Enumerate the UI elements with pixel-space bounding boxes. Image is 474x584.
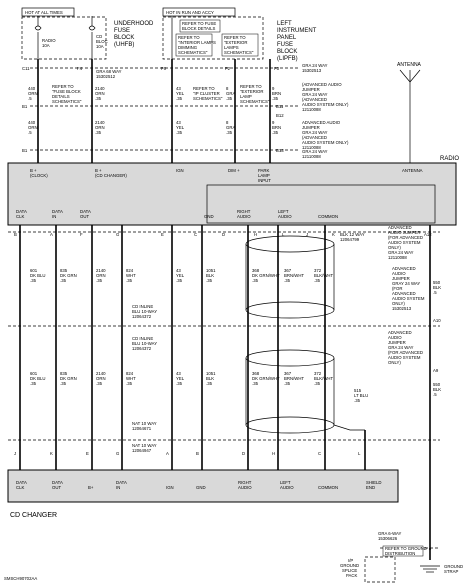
svg-text:ANTENNA: ANTENNA bbox=[397, 62, 421, 68]
svg-text:.35: .35 bbox=[226, 96, 232, 101]
svg-text:GRA: GRA bbox=[226, 91, 236, 96]
svg-text:(ADVANCED AUDIO: (ADVANCED AUDIO bbox=[302, 82, 342, 87]
svg-text:B11: B11 bbox=[276, 104, 284, 109]
radio-module bbox=[8, 156, 459, 225]
svg-text:.35: .35 bbox=[272, 96, 278, 101]
svg-text:GND: GND bbox=[196, 485, 206, 490]
svg-text:367: 367 bbox=[284, 268, 292, 273]
svg-text:12064671: 12064671 bbox=[132, 426, 152, 431]
svg-text:JUMPER: JUMPER bbox=[302, 125, 320, 130]
svg-text:GND: GND bbox=[204, 214, 214, 219]
lipfb-label bbox=[277, 21, 317, 62]
svg-text:REFER TO: REFER TO bbox=[178, 35, 200, 40]
svg-text:ORN: ORN bbox=[28, 91, 38, 96]
svg-text:15306626: 15306626 bbox=[378, 536, 398, 541]
svg-text:DIMMING: DIMMING bbox=[178, 45, 198, 50]
svg-text:FUSE: FUSE bbox=[277, 42, 294, 48]
svg-text:OUT: OUT bbox=[80, 214, 90, 219]
svg-text:BLK 12 WAY: BLK 12 WAY bbox=[340, 232, 365, 237]
svg-text:C: C bbox=[318, 451, 322, 456]
svg-text:"FUSE BLOCK: "FUSE BLOCK bbox=[52, 89, 81, 94]
svg-text:12110088: 12110088 bbox=[388, 255, 407, 260]
svg-text:END: END bbox=[366, 485, 376, 490]
svg-text:DATA: DATA bbox=[52, 480, 63, 485]
svg-text:.35: .35 bbox=[206, 278, 212, 283]
svg-text:AUDIO: AUDIO bbox=[238, 485, 252, 490]
svg-text:SHIELD: SHIELD bbox=[366, 480, 382, 485]
underhood-fuse-block bbox=[22, 17, 106, 59]
svg-text:.35: .35 bbox=[252, 278, 258, 283]
svg-text:GRA 24 WAY: GRA 24 WAY bbox=[302, 63, 328, 68]
svg-text:DK BLU: DK BLU bbox=[30, 273, 46, 278]
advanced-jumper-notes-upper bbox=[302, 82, 349, 150]
svg-text:ADVANCED: ADVANCED bbox=[392, 291, 416, 296]
lower-connector-lines bbox=[8, 232, 440, 440]
svg-text:440: 440 bbox=[28, 86, 36, 91]
svg-text:BLU 10-WAY: BLU 10-WAY bbox=[132, 341, 158, 346]
svg-text:E: E bbox=[86, 451, 89, 456]
svg-text:BLK: BLK bbox=[206, 273, 215, 278]
svg-text:.35: .35 bbox=[354, 398, 360, 403]
svg-text:12064372: 12064372 bbox=[132, 346, 152, 351]
svg-text:A9: A9 bbox=[433, 368, 439, 373]
hot-in-run-label: HOT IN RUN AND ACCY bbox=[166, 10, 214, 15]
svg-text:AUDIO: AUDIO bbox=[388, 335, 402, 340]
svg-text:AUDIO: AUDIO bbox=[280, 485, 294, 490]
svg-text:GRA 24 WAY: GRA 24 WAY bbox=[302, 149, 328, 154]
svg-text:601: 601 bbox=[30, 268, 38, 273]
svg-text:OUT: OUT bbox=[52, 485, 62, 490]
svg-text:DK GRN: DK GRN bbox=[60, 273, 77, 278]
lipfb-refer-notes bbox=[172, 16, 258, 59]
svg-text:BLOCK DETAILS: BLOCK DETAILS bbox=[182, 26, 216, 31]
svg-text:PANEL: PANEL bbox=[277, 35, 297, 41]
svg-text:368: 368 bbox=[252, 371, 260, 376]
svg-text:(FOR: (FOR bbox=[392, 286, 403, 291]
svg-text:JUMPER: JUMPER bbox=[302, 87, 320, 92]
svg-text:YEL: YEL bbox=[176, 376, 185, 381]
svg-text:.35: .35 bbox=[176, 96, 182, 101]
svg-text:C11: C11 bbox=[22, 66, 30, 71]
svg-text:9: 9 bbox=[272, 86, 275, 91]
svg-text:1051: 1051 bbox=[206, 268, 216, 273]
svg-text:.35: .35 bbox=[96, 381, 102, 386]
svg-text:"INTERIOR LAMPS: "INTERIOR LAMPS bbox=[178, 40, 216, 45]
svg-text:BRN/WHT: BRN/WHT bbox=[284, 273, 305, 278]
svg-text:"EXTERIOR: "EXTERIOR bbox=[224, 40, 248, 45]
svg-text:15302513: 15302513 bbox=[302, 68, 322, 73]
svg-text:SCHEMATICS": SCHEMATICS" bbox=[178, 50, 208, 55]
svg-text:J: J bbox=[306, 232, 309, 237]
svg-text:LAMPS: LAMPS bbox=[224, 45, 239, 50]
svg-text:COMMON: COMMON bbox=[318, 485, 339, 490]
svg-text:DK GRN/WHT: DK GRN/WHT bbox=[252, 273, 280, 278]
svg-text:DATA: DATA bbox=[16, 209, 27, 214]
svg-text:SCHEMATICS": SCHEMATICS" bbox=[224, 50, 254, 55]
svg-text:ADVANCED: ADVANCED bbox=[388, 225, 412, 230]
radio-pin-letters bbox=[14, 232, 432, 237]
svg-text:L: L bbox=[282, 232, 285, 237]
svg-text:REFER TO: REFER TO bbox=[224, 35, 246, 40]
svg-text:AUDIO SYSTEM ONLY): AUDIO SYSTEM ONLY) bbox=[302, 140, 349, 145]
svg-text:DK BLU: DK BLU bbox=[30, 376, 46, 381]
svg-text:.35: .35 bbox=[176, 278, 182, 283]
svg-text:10A: 10A bbox=[96, 44, 104, 49]
svg-text:ORN: ORN bbox=[28, 125, 38, 130]
svg-text:LEFT: LEFT bbox=[280, 480, 291, 485]
svg-text:WHT: WHT bbox=[126, 376, 136, 381]
svg-text:CLK: CLK bbox=[16, 214, 25, 219]
svg-text:DK GRN: DK GRN bbox=[60, 376, 77, 381]
radio-fuse bbox=[35, 16, 56, 59]
svg-text:LT BLU: LT BLU bbox=[354, 393, 369, 398]
svg-text:2140: 2140 bbox=[95, 120, 105, 125]
svg-text:RIGHT: RIGHT bbox=[238, 480, 252, 485]
svg-text:NAT 10 WAY: NAT 10 WAY bbox=[132, 421, 157, 426]
svg-text:I/P: I/P bbox=[348, 558, 354, 563]
svg-text:LEFT: LEFT bbox=[278, 209, 289, 214]
svg-text:12110088: 12110088 bbox=[302, 107, 321, 112]
svg-text:.5: .5 bbox=[28, 96, 32, 101]
radio-title: RADIO bbox=[440, 156, 460, 162]
hot-at-all-times-tag bbox=[22, 8, 74, 16]
svg-text:.35: .35 bbox=[176, 381, 182, 386]
hot-in-run-tag bbox=[163, 8, 235, 16]
svg-text:GRA 68 WAY: GRA 68 WAY bbox=[96, 69, 122, 74]
svg-text:.35: .35 bbox=[60, 278, 66, 283]
svg-text:(CD CHANGER): (CD CHANGER) bbox=[95, 173, 127, 178]
svg-text:.35: .35 bbox=[226, 130, 232, 135]
svg-text:K: K bbox=[332, 232, 335, 237]
svg-text:835: 835 bbox=[60, 268, 68, 273]
svg-text:STRAP: STRAP bbox=[444, 569, 459, 574]
svg-text:.35: .35 bbox=[284, 278, 290, 283]
svg-text:WHT: WHT bbox=[126, 273, 136, 278]
svg-text:RIGHT: RIGHT bbox=[237, 209, 251, 214]
svg-text:B12: B12 bbox=[276, 113, 284, 118]
cd-changer-pin-letters bbox=[14, 451, 361, 456]
svg-text:368: 368 bbox=[252, 268, 260, 273]
svg-text:IN: IN bbox=[116, 485, 121, 490]
svg-text:.35: .35 bbox=[252, 381, 258, 386]
svg-text:DATA: DATA bbox=[16, 480, 27, 485]
svg-text:LAMP: LAMP bbox=[258, 173, 270, 178]
svg-text:REFER TO GROUND: REFER TO GROUND bbox=[385, 546, 427, 551]
svg-text:"IP CLUSTER: "IP CLUSTER bbox=[193, 91, 220, 96]
cd-changer-title: CD CHANGER bbox=[10, 512, 58, 519]
svg-text:H: H bbox=[254, 232, 258, 237]
svg-text:A10: A10 bbox=[433, 318, 441, 323]
svg-text:.35: .35 bbox=[96, 278, 102, 283]
svg-text:.35: .35 bbox=[176, 130, 182, 135]
svg-text:BLOCK: BLOCK bbox=[277, 49, 298, 55]
svg-text:CD INLINE: CD INLINE bbox=[132, 304, 154, 309]
svg-text:(CLOCK): (CLOCK) bbox=[30, 173, 48, 178]
svg-text:YEL: YEL bbox=[176, 91, 185, 96]
svg-text:824: 824 bbox=[126, 371, 134, 376]
svg-text:(FOR ADVANCED: (FOR ADVANCED bbox=[388, 235, 424, 240]
svg-text:F3: F3 bbox=[274, 66, 280, 71]
svg-text:GRA 24 WAY: GRA 24 WAY bbox=[302, 130, 328, 135]
svg-text:BLU 10-WAY: BLU 10-WAY bbox=[132, 309, 158, 314]
svg-text:G: G bbox=[116, 451, 120, 456]
svg-text:L: L bbox=[358, 451, 361, 456]
svg-text:ORN: ORN bbox=[96, 273, 106, 278]
right-side-notes bbox=[340, 225, 441, 373]
svg-text:ANTENNA: ANTENNA bbox=[402, 168, 423, 173]
svg-text:A: A bbox=[50, 232, 53, 237]
svg-text:GRA 24 WAY: GRA 24 WAY bbox=[388, 345, 414, 350]
svg-text:C: C bbox=[194, 232, 198, 237]
svg-text:GRA: GRA bbox=[226, 125, 236, 130]
svg-text:.35: .35 bbox=[284, 381, 290, 386]
svg-text:BLK: BLK bbox=[433, 285, 442, 290]
svg-text:UNDERHOOD: UNDERHOOD bbox=[114, 21, 154, 27]
svg-text:BRN: BRN bbox=[272, 91, 282, 96]
svg-text:AUDIO: AUDIO bbox=[392, 271, 406, 276]
svg-text:(FOR ADVANCED: (FOR ADVANCED bbox=[388, 350, 424, 355]
cd-changer-module bbox=[8, 470, 398, 519]
svg-text:43: 43 bbox=[176, 371, 181, 376]
svg-text:.35: .35 bbox=[126, 381, 132, 386]
svg-text:BLK/WHT: BLK/WHT bbox=[314, 273, 334, 278]
antenna-icon bbox=[397, 62, 422, 163]
svg-text:12110088: 12110088 bbox=[302, 145, 321, 150]
svg-text:15302513: 15302513 bbox=[392, 306, 412, 311]
svg-text:ORN: ORN bbox=[95, 125, 105, 130]
svg-text:.35: .35 bbox=[126, 278, 132, 283]
svg-text:9: 9 bbox=[272, 120, 275, 125]
svg-text:367: 367 bbox=[284, 371, 292, 376]
svg-text:DATA: DATA bbox=[116, 480, 127, 485]
svg-text:DETAILS: DETAILS bbox=[52, 94, 70, 99]
ground-splice-pack bbox=[340, 557, 395, 582]
underhood-label bbox=[114, 21, 154, 48]
svg-text:12064372: 12064372 bbox=[132, 314, 152, 319]
svg-text:INSTRUMENT: INSTRUMENT bbox=[277, 28, 317, 34]
svg-text:AUDIO SYSTEM: AUDIO SYSTEM bbox=[388, 240, 421, 245]
svg-text:43: 43 bbox=[176, 86, 181, 91]
svg-text:IN: IN bbox=[52, 214, 57, 219]
svg-text:ADVANCED: ADVANCED bbox=[388, 330, 412, 335]
svg-text:.35: .35 bbox=[272, 130, 278, 135]
svg-text:AUDIO SYSTEM: AUDIO SYSTEM bbox=[388, 355, 421, 360]
svg-text:JUMPER: JUMPER bbox=[388, 340, 406, 345]
svg-text:12110088: 12110088 bbox=[302, 154, 321, 159]
svg-text:.35: .35 bbox=[95, 130, 101, 135]
svg-text:ORN: ORN bbox=[95, 91, 105, 96]
svg-text:JUMPER: JUMPER bbox=[392, 276, 410, 281]
svg-text:.35: .35 bbox=[314, 381, 320, 386]
svg-text:.35: .35 bbox=[30, 381, 36, 386]
svg-text:ONLY): ONLY) bbox=[392, 301, 405, 306]
upper-connector-labels bbox=[22, 63, 328, 159]
svg-text:RADIO: RADIO bbox=[42, 38, 56, 43]
svg-text:SCHEMATICS": SCHEMATICS" bbox=[52, 99, 82, 104]
svg-text:2140: 2140 bbox=[95, 86, 105, 91]
svg-text:.35: .35 bbox=[95, 96, 101, 101]
svg-text:824: 824 bbox=[126, 268, 134, 273]
svg-text:B1: B1 bbox=[22, 104, 28, 109]
shielded-cable-lower bbox=[246, 350, 365, 433]
svg-text:(ADVANCED: (ADVANCED bbox=[302, 97, 327, 102]
svg-text:2140: 2140 bbox=[96, 371, 106, 376]
svg-text:CD: CD bbox=[96, 34, 103, 39]
svg-text:GRAY 24 WAY: GRAY 24 WAY bbox=[392, 281, 421, 286]
svg-text:8: 8 bbox=[226, 86, 229, 91]
svg-text:CLK: CLK bbox=[16, 485, 25, 490]
svg-text:.35: .35 bbox=[206, 381, 212, 386]
svg-text:BLOC: BLOC bbox=[96, 39, 108, 44]
svg-text:372: 372 bbox=[314, 268, 322, 273]
svg-text:BLK: BLK bbox=[206, 376, 215, 381]
svg-text:440: 440 bbox=[28, 120, 36, 125]
svg-text:J: J bbox=[14, 451, 17, 456]
svg-text:REFER TO FUSE: REFER TO FUSE bbox=[182, 21, 217, 26]
svg-text:F4: F4 bbox=[77, 66, 83, 71]
svg-text:E: E bbox=[161, 232, 164, 237]
svg-text:F2: F2 bbox=[225, 66, 231, 71]
svg-text:AUDIO: AUDIO bbox=[278, 214, 292, 219]
upper-wire-specs-2 bbox=[28, 120, 281, 135]
svg-text:12064799: 12064799 bbox=[340, 237, 360, 242]
svg-text:43: 43 bbox=[176, 268, 181, 273]
svg-text:AUDIO: AUDIO bbox=[237, 214, 251, 219]
svg-text:DK GRN/WHT: DK GRN/WHT bbox=[252, 376, 280, 381]
svg-text:AUDIO SYSTEM: AUDIO SYSTEM bbox=[392, 296, 425, 301]
svg-text:.35: .35 bbox=[30, 278, 36, 283]
svg-text:43: 43 bbox=[176, 120, 181, 125]
upper-refer-notes bbox=[52, 84, 270, 104]
svg-text:B +: B + bbox=[30, 168, 37, 173]
svg-text:15302512: 15302512 bbox=[96, 74, 116, 79]
svg-text:F6: F6 bbox=[161, 66, 167, 71]
svg-text:IGN: IGN bbox=[166, 485, 174, 490]
svg-text:1051: 1051 bbox=[206, 371, 216, 376]
svg-text:B: B bbox=[14, 232, 17, 237]
svg-text:PARK: PARK bbox=[258, 168, 270, 173]
svg-text:BRN/WHT: BRN/WHT bbox=[284, 376, 305, 381]
svg-text:BLK: BLK bbox=[433, 387, 442, 392]
svg-text:GROUND: GROUND bbox=[444, 564, 464, 569]
svg-text:GRA 24 WAY: GRA 24 WAY bbox=[388, 250, 414, 255]
svg-text:12064947: 12064947 bbox=[132, 448, 152, 453]
svg-text:ONLY): ONLY) bbox=[388, 360, 401, 365]
svg-text:ONLY): ONLY) bbox=[388, 245, 401, 250]
svg-text:550: 550 bbox=[433, 382, 441, 387]
svg-text:A12: A12 bbox=[424, 232, 432, 237]
svg-text:CD INLINE: CD INLINE bbox=[132, 336, 154, 341]
svg-text:B +: B + bbox=[95, 168, 102, 173]
svg-text:K: K bbox=[50, 451, 53, 456]
upper-wire-runs bbox=[38, 59, 270, 163]
svg-text:INPUT: INPUT bbox=[258, 178, 271, 183]
svg-text:GRA 6-WAY: GRA 6-WAY bbox=[378, 531, 402, 536]
cd-fuse bbox=[89, 16, 108, 59]
figure-id: SMSCH90702AA bbox=[4, 576, 38, 581]
svg-text:10A: 10A bbox=[42, 43, 50, 48]
svg-text:AUDIO SYSTEM ONLY): AUDIO SYSTEM ONLY) bbox=[302, 102, 349, 107]
svg-text:FUSE: FUSE bbox=[114, 28, 131, 34]
svg-text:.35: .35 bbox=[60, 381, 66, 386]
svg-text:.5: .5 bbox=[28, 130, 32, 135]
ground-strap-icon bbox=[420, 564, 463, 574]
svg-text:YEL: YEL bbox=[176, 273, 185, 278]
svg-text:GRA 24 WAY: GRA 24 WAY bbox=[302, 92, 328, 97]
svg-text:DATA: DATA bbox=[52, 209, 63, 214]
svg-text:2140: 2140 bbox=[96, 268, 106, 273]
svg-text:REFER TO: REFER TO bbox=[240, 84, 262, 89]
svg-text:SCHEMATICS": SCHEMATICS" bbox=[193, 96, 223, 101]
svg-text:DATA: DATA bbox=[80, 209, 91, 214]
svg-text:SCHEMATICS": SCHEMATICS" bbox=[240, 99, 270, 104]
svg-text:B1: B1 bbox=[22, 148, 28, 153]
svg-text:835: 835 bbox=[60, 371, 68, 376]
svg-text:GROUND: GROUND bbox=[340, 563, 360, 568]
svg-text:NAT 10 WAY: NAT 10 WAY bbox=[132, 443, 157, 448]
svg-text:COMMON: COMMON bbox=[318, 214, 339, 219]
svg-text:ADVANCED: ADVANCED bbox=[392, 266, 416, 271]
svg-text:LEFT: LEFT bbox=[277, 21, 292, 27]
hot-at-all-times-label: HOT AT ALL TIMES bbox=[25, 10, 63, 15]
svg-text:REFER TO: REFER TO bbox=[193, 86, 215, 91]
svg-text:.5: .5 bbox=[433, 392, 437, 397]
svg-text:B13: B13 bbox=[276, 148, 284, 153]
svg-text:(ADVANCED: (ADVANCED bbox=[302, 135, 327, 140]
svg-text:F: F bbox=[80, 232, 83, 237]
svg-text:REFER TO: REFER TO bbox=[52, 84, 74, 89]
svg-text:515: 515 bbox=[354, 388, 362, 393]
svg-text:D: D bbox=[222, 232, 226, 237]
svg-text:BLOCK: BLOCK bbox=[114, 35, 135, 41]
svg-text:ORN: ORN bbox=[96, 376, 106, 381]
svg-text:.35: .35 bbox=[314, 278, 320, 283]
svg-text:BRN: BRN bbox=[272, 125, 282, 130]
svg-text:H: H bbox=[272, 451, 276, 456]
svg-text:(UHFB): (UHFB) bbox=[114, 42, 135, 48]
svg-text:ADVANCED AUDIO: ADVANCED AUDIO bbox=[302, 120, 341, 125]
svg-text:IGN: IGN bbox=[176, 168, 184, 173]
svg-text:YEL: YEL bbox=[176, 125, 185, 130]
svg-text:601: 601 bbox=[30, 371, 38, 376]
svg-text:.5: .5 bbox=[433, 290, 437, 295]
svg-text:A: A bbox=[166, 451, 169, 456]
svg-text:SPLICE: SPLICE bbox=[342, 568, 358, 573]
svg-text:"EXTERIOR: "EXTERIOR bbox=[240, 89, 264, 94]
svg-text:G: G bbox=[116, 232, 120, 237]
svg-text:550: 550 bbox=[433, 280, 441, 285]
svg-text:B: B bbox=[196, 451, 199, 456]
svg-text:(LIPFB): (LIPFB) bbox=[277, 56, 298, 62]
svg-text:LAMP: LAMP bbox=[240, 94, 252, 99]
svg-text:DIM +: DIM + bbox=[228, 168, 240, 173]
svg-text:BLK/WHT: BLK/WHT bbox=[314, 376, 334, 381]
upper-connector-lines bbox=[30, 68, 300, 150]
svg-text:D: D bbox=[242, 451, 246, 456]
svg-text:372: 372 bbox=[314, 371, 322, 376]
svg-text:AUDIO JUMPER: AUDIO JUMPER bbox=[388, 230, 421, 235]
svg-text:PACK: PACK bbox=[346, 573, 358, 578]
svg-text:B+: B+ bbox=[88, 485, 94, 490]
svg-text:DISTRIBUTION: DISTRIBUTION bbox=[385, 551, 416, 556]
svg-text:8: 8 bbox=[226, 120, 229, 125]
